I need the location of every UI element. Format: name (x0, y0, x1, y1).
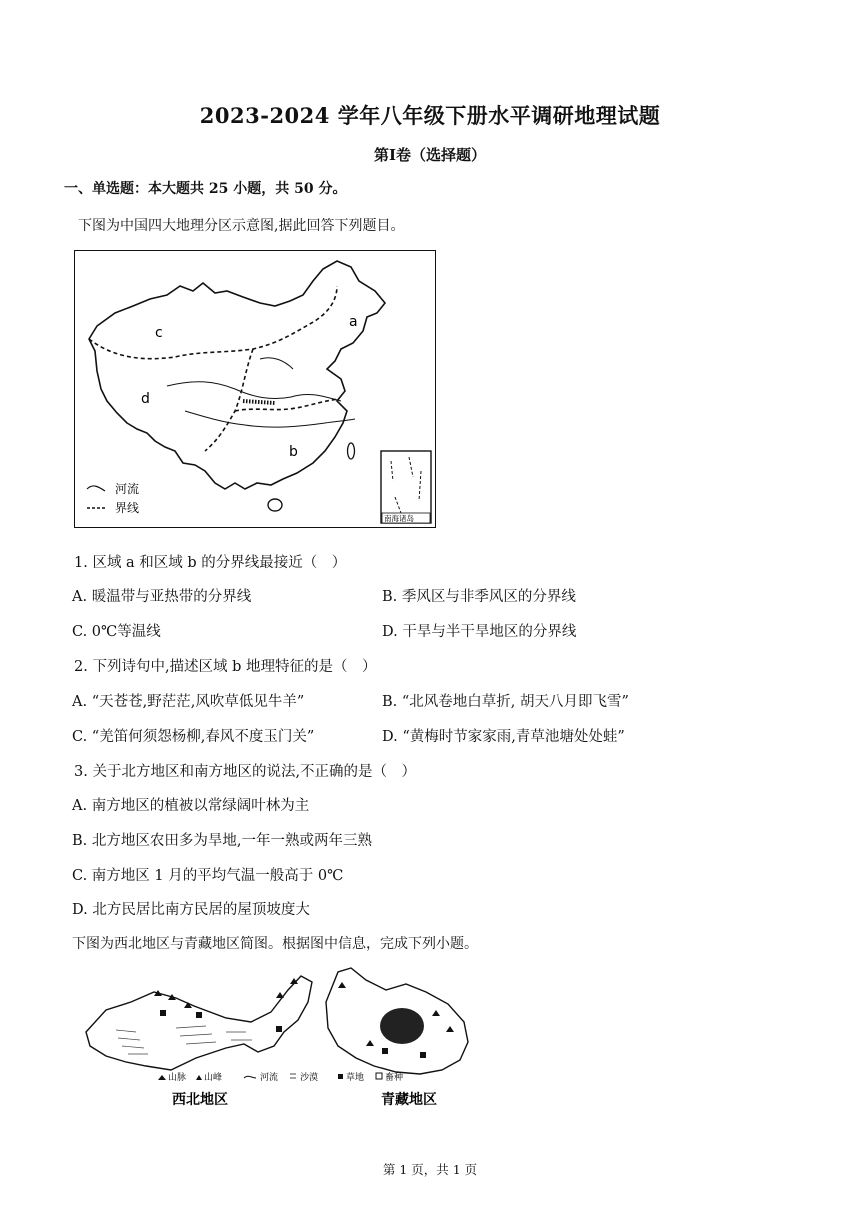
map2-legend (158, 1071, 403, 1083)
caption-northwest: 西北地区 (172, 1092, 228, 1108)
q2-option-b[interactable]: B. “北风卷地白草折, 胡天八月即飞雪” (382, 694, 629, 710)
taiwan-island (348, 443, 355, 459)
region-label-a: a (349, 314, 358, 330)
q1-option-c[interactable]: C. 0℃等温线 (72, 624, 161, 640)
question-3-stem: 3. 关于北方地区和南方地区的说法,不正确的是（ ） (74, 764, 417, 780)
river-line (185, 411, 355, 427)
legend-desert: 沙漠 (300, 1073, 319, 1083)
page-subtitle: 第Ⅰ卷（选择题） (373, 146, 487, 164)
question-2-stem: 2. 下列诗句中,描述区域 b 地理特征的是（ ） (74, 659, 377, 675)
q1-option-b[interactable]: B. 季风区与非季风区的分界线 (382, 589, 576, 605)
boundary-line (235, 399, 339, 411)
boundary-line (205, 349, 253, 451)
legend-livestock: 畜种 (385, 1073, 404, 1083)
q3-option-d[interactable]: D. 北方民居比南方民居的屋顶坡度大 (72, 902, 310, 918)
legend-boundary-label: 界线 (115, 501, 140, 515)
qinling-mountains (243, 401, 275, 403)
hainan-island (268, 499, 282, 511)
river-line (260, 358, 293, 369)
northwest-outline (86, 976, 312, 1070)
legend-mountain-range: 山脉 (168, 1073, 187, 1083)
legend-grassland: 草地 (346, 1073, 365, 1083)
region-label-d: d (141, 391, 150, 407)
caption-tibet: 青藏地区 (381, 1092, 437, 1108)
q3-option-b[interactable]: B. 北方地区农田多为旱地,一年一熟或两年三熟 (72, 833, 372, 849)
intro-text-2: 下图为西北地区与青藏地区简图。根据图中信息，完成下列小题。 (72, 936, 478, 952)
page-title: 2023-2024 学年八年级下册水平调研地理试题 (199, 103, 661, 128)
q1-option-a[interactable]: A. 暖温带与亚热带的分界线 (72, 589, 252, 605)
northwest-tibet-drawing (76, 962, 496, 1112)
q3-option-a[interactable]: A. 南方地区的植被以常绿阔叶林为主 (72, 798, 310, 814)
q2-option-c[interactable]: C. “羌笛何须怨杨柳,春风不度玉门关” (72, 729, 315, 745)
river-legend-icon (87, 486, 105, 491)
legend-river: 河流 (260, 1073, 279, 1083)
northwest-tibet-map (76, 962, 496, 1112)
q1-option-d[interactable]: D. 干旱与半干旱地区的分界线 (382, 624, 577, 640)
south-sea-inset (381, 451, 431, 523)
legend-peak: 山峰 (204, 1073, 223, 1083)
intro-text: 下图为中国四大地理分区示意图,据此回答下列题目。 (78, 218, 405, 234)
q3-option-c[interactable]: C. 南方地区 1 月的平均气温一般高于 0℃ (72, 868, 344, 884)
section-heading: 一、单选题：本大题共 25 小题，共 50 分。 (64, 181, 347, 197)
q2-option-d[interactable]: D. “黄梅时节家家雨,青草池塘处处蛙” (382, 729, 625, 745)
china-outline (89, 261, 385, 489)
q2-option-a[interactable]: A. “天苍苍,野茫茫,风吹草低见牛羊” (72, 694, 305, 710)
china-regions-map (74, 250, 436, 528)
region-label-b: b (289, 444, 298, 460)
inset-label: 南海诸岛 (384, 514, 414, 523)
china-map-drawing (75, 251, 434, 526)
question-1-stem: 1. 区域 a 和区域 b 的分界线最接近（ ） (74, 555, 347, 571)
river-line (167, 382, 341, 401)
page-footer: 第 1 页，共 1 页 (382, 1162, 478, 1177)
qaidam-basin (380, 1008, 424, 1044)
region-label-c: c (155, 325, 163, 341)
legend-river-label: 河流 (115, 482, 140, 496)
